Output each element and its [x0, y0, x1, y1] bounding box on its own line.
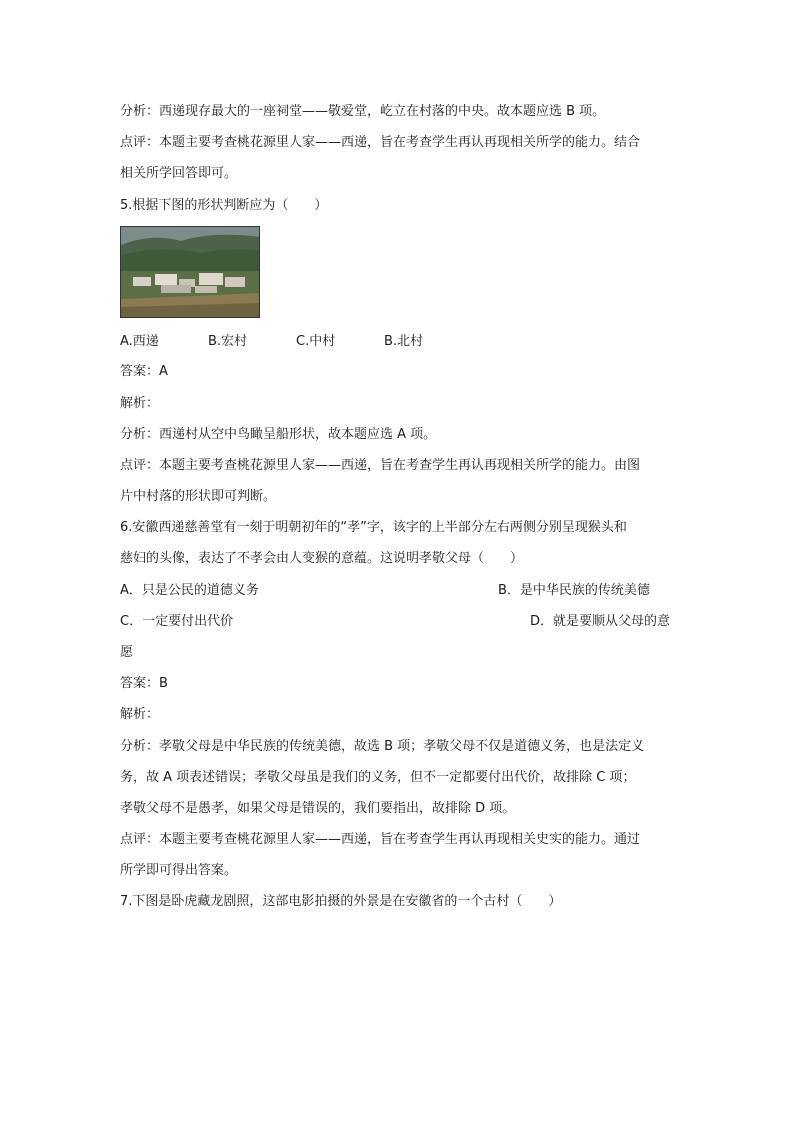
q6-comment-line2: 所学即可得出答案。: [120, 863, 238, 878]
q5-option: A.西递: [120, 334, 159, 349]
q7-question: 7.下图是卧虎藏龙剧照，这部电影拍摄的外景是在安徽省的一个古村（ ）: [120, 894, 562, 909]
q6-comment-line1: 点评：本题主要考查桃花源里人家——西递，旨在考查学生再认再现相关史实的能力。通过: [120, 832, 641, 847]
q5-comment-line1: 点评：本题主要考查桃花源里人家——西递，旨在考查学生再认再现相关所学的能力。由图: [120, 458, 641, 473]
q5-question: 5.根据下图的形状判断应为（ ）: [120, 198, 328, 213]
q5-jiexi: 解析：: [120, 396, 160, 411]
q6-option-d-tail: 愿: [120, 645, 134, 660]
q6-question-line1: 6.安徽西递慈善堂有一刻于明朝初年的“孝”字，该字的上半部分左右两侧分别呈现猴头和: [120, 520, 627, 535]
q6-analysis-line1: 分析：孝敬父母是中华民族的传统美德，故选 B 项；孝敬父母不仅是道德义务，也是法定义: [120, 739, 645, 754]
q5-option: C.中村: [296, 334, 336, 349]
q6-answer: 答案：B: [120, 676, 168, 691]
q5-option: B.宏村: [208, 334, 248, 349]
q6-option: C．一定要付出代价: [120, 614, 234, 629]
q4-comment-line2: 相关所学回答即可。: [120, 166, 238, 181]
q5-option: B.北村: [384, 334, 424, 349]
q6-jiexi: 解析：: [120, 707, 160, 722]
q4-comment-line1: 点评：本题主要考查桃花源里人家——西递，旨在考查学生再认再现相关所学的能力。结合: [120, 135, 641, 150]
q6-analysis-line3: 孝敬父母不是愚孝，如果父母是错误的，我们要指出，故排除 D 项。: [120, 801, 516, 816]
q5-comment-line2: 片中村落的形状即可判断。: [120, 489, 277, 504]
q6-option: A．只是公民的道德义务: [120, 583, 259, 598]
q6-question-line2: 慈妇的头像，表达了不孝会由人变猴的意蕴。这说明孝敬父母（ ）: [120, 551, 524, 566]
q5-answer: 答案：A: [120, 364, 168, 379]
q5-analysis: 分析：西递村从空中鸟瞰呈船形状，故本题应选 A 项。: [120, 427, 437, 442]
q6-option: D．就是要顺从父母的意: [530, 614, 671, 629]
village-photo: [120, 226, 260, 318]
q6-option: B．是中华民族的传统美德: [498, 583, 650, 598]
q4-analysis: 分析：西递现存最大的一座祠堂——敬爱堂，屹立在村落的中央。故本题应选 B 项。: [120, 104, 606, 119]
q6-analysis-line2: 务，故 A 项表述错误；孝敬父母虽是我们的义务，但不一定都要付出代价，故排除 C 项；: [120, 770, 636, 785]
